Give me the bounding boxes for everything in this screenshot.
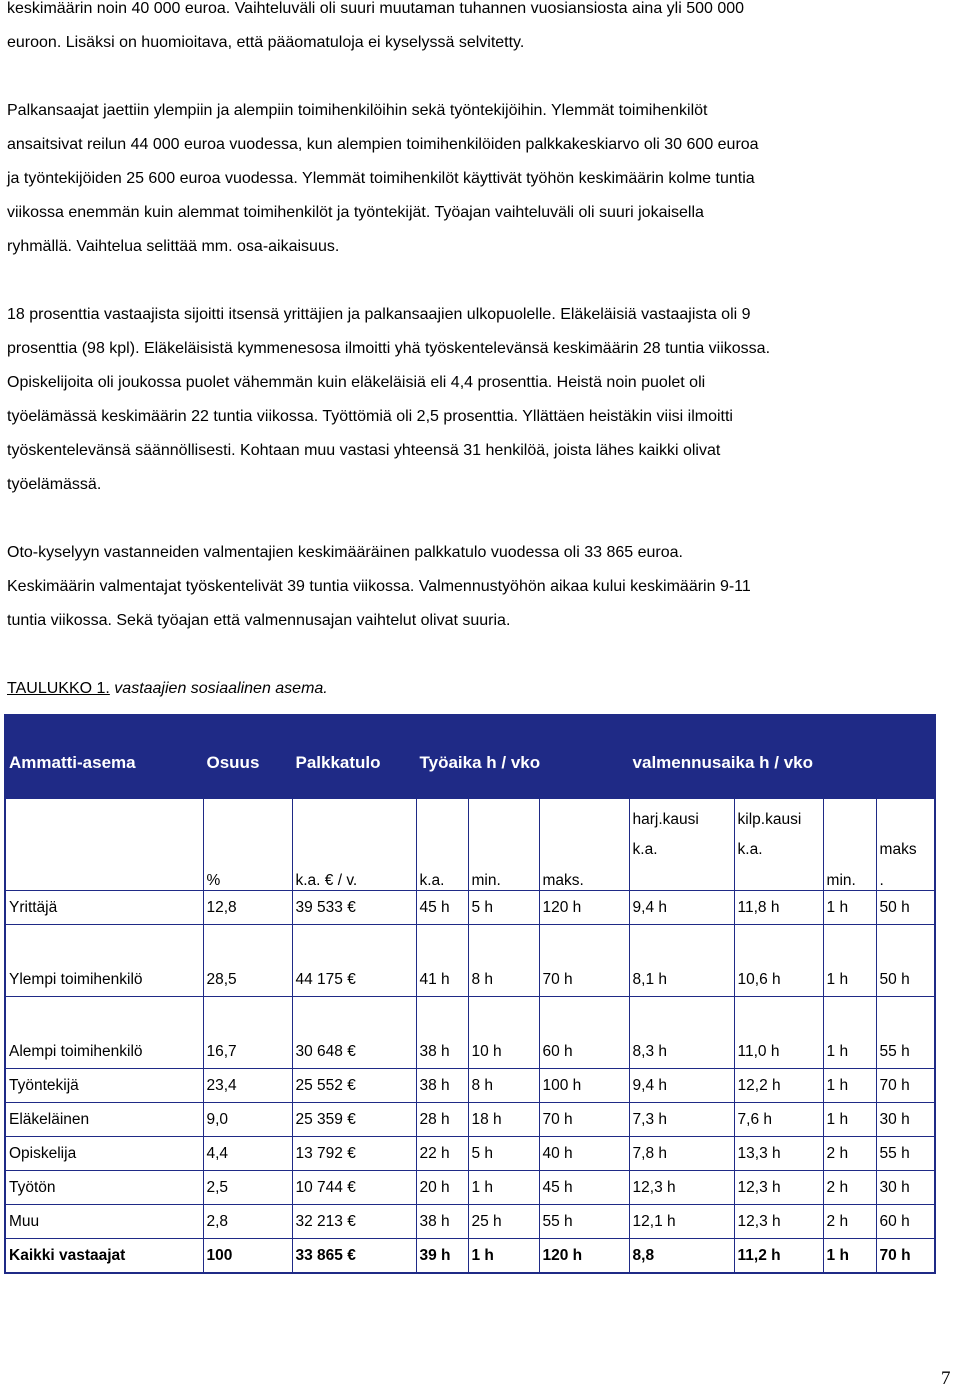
table-cell: %	[203, 859, 292, 891]
table-cell: 7,8 h	[629, 1137, 734, 1171]
table-cell: 38 h	[416, 997, 468, 1069]
table-cell: maks.	[539, 859, 629, 891]
header-ammatti-asema: Ammatti-asema	[5, 715, 203, 799]
table-cell: 2 h	[823, 1171, 876, 1205]
table-cell: 1 h	[823, 1239, 876, 1274]
table-cell: 8 h	[468, 925, 539, 997]
text-line: tuntia viikossa. Sekä työajan että valmennusajan vaihtelut olivat suuria.	[7, 612, 511, 629]
table-cell: 60 h	[539, 997, 629, 1069]
caption-text: vastaajien sosiaalinen asema.	[109, 680, 328, 697]
text-line: keskimäärin noin 40 000 euroa. Vaihteluväli oli suuri muutaman tuhannen vuosiansiosta aina yli 500 000	[7, 0, 745, 17]
table-cell: maks	[876, 829, 935, 859]
text-line: Palkansaajat jaettiin ylempiin ja alempiin toimihenkilöihin sekä työntekijöihin. Ylemmät toimihenkilöt	[7, 102, 708, 119]
table-cell: 28 h	[416, 1103, 468, 1137]
table-cell	[416, 799, 468, 830]
table-cell: 120 h	[539, 1239, 629, 1274]
table-cell: 8,8	[629, 1239, 734, 1274]
table-cell: 38 h	[416, 1205, 468, 1239]
paragraph-employees	[7, 94, 957, 264]
table-cell: 13 792 €	[292, 1137, 416, 1171]
table-cell: 120 h	[539, 891, 629, 925]
table-cell: 5 h	[468, 1137, 539, 1171]
table-caption	[7, 672, 328, 706]
table-cell: 100 h	[539, 1069, 629, 1103]
table-cell	[5, 799, 203, 830]
table-cell: 1 h	[823, 891, 876, 925]
table-cell: 25 552 €	[292, 1069, 416, 1103]
table-cell: 30 h	[876, 1171, 935, 1205]
table-cell: 25 359 €	[292, 1103, 416, 1137]
table-cell: 2 h	[823, 1137, 876, 1171]
text-line: euroon. Lisäksi on huomioitava, että pääomatuloja ei kyselyssä selvitetty.	[7, 34, 525, 51]
table-cell: Ylempi toimihenkilö	[5, 925, 203, 997]
table-cell: 70 h	[539, 925, 629, 997]
table-cell: 4,4	[203, 1137, 292, 1171]
paragraph-coaches	[7, 536, 957, 638]
table-cell	[292, 829, 416, 859]
table-cell: 30 h	[876, 1103, 935, 1137]
table-header-row	[5, 715, 935, 799]
table-cell: 12,1 h	[629, 1205, 734, 1239]
table-cell: 2 h	[823, 1205, 876, 1239]
table-cell: 20 h	[416, 1171, 468, 1205]
table-cell: k.a.	[629, 829, 734, 859]
table-row	[5, 1069, 935, 1103]
table-total-row	[5, 1239, 935, 1274]
table-cell: 11,0 h	[734, 997, 823, 1069]
table-cell: 1 h	[823, 925, 876, 997]
table-cell: 45 h	[416, 891, 468, 925]
text-line: Keskimäärin valmentajat työskentelivät 39 tuntia viikossa. Valmennustyöhön aikaa kului keskimäärin 9-11	[7, 578, 751, 595]
table-cell: 8,3 h	[629, 997, 734, 1069]
table-row	[5, 1171, 935, 1205]
page-number: 7	[941, 1368, 951, 1389]
table-cell: k.a. € / v.	[292, 859, 416, 891]
table-cell	[876, 799, 935, 830]
table-cell: 55 h	[876, 997, 935, 1069]
table-cell: 33 865 €	[292, 1239, 416, 1274]
text-line: 18 prosenttia vastaajista sijoitti itsensä yrittäjien ja palkansaajien ulkopuolelle. Eläkeläisiä vastaajista oli 9	[7, 306, 751, 323]
table-cell	[292, 799, 416, 830]
caption-label: TAULUKKO 1.	[7, 680, 110, 697]
table-cell: 12,8	[203, 891, 292, 925]
table-cell: 10 h	[468, 997, 539, 1069]
table-cell: 45 h	[539, 1171, 629, 1205]
table-cell: k.a.	[416, 859, 468, 891]
table-row	[5, 1103, 935, 1137]
table-cell: 44 175 €	[292, 925, 416, 997]
table-cell: 10 744 €	[292, 1171, 416, 1205]
table-cell: 22 h	[416, 1137, 468, 1171]
table-cell: 5 h	[468, 891, 539, 925]
table-cell: kilp.kausi	[734, 799, 823, 830]
table-cell: 70 h	[539, 1103, 629, 1137]
text-line: ryhmällä. Vaihtelua selittää mm. osa-aikaisuus.	[7, 238, 340, 255]
social-status-table	[4, 714, 936, 1274]
table-cell	[734, 859, 823, 891]
table-cell: 39 h	[416, 1239, 468, 1274]
table-cell: 13,3 h	[734, 1137, 823, 1171]
table-cell: 38 h	[416, 1069, 468, 1103]
table-row	[5, 997, 935, 1069]
text-line: työelämässä keskimäärin 22 tuntia viikossa. Työttömiä oli 2,5 prosenttia. Yllättäen heistäkin viisi ilmoitti	[7, 408, 733, 425]
table-cell: Alempi toimihenkilö	[5, 997, 203, 1069]
header-valmennusaika: valmennusaika h / vko	[629, 715, 935, 799]
text-line: prosenttia (98 kpl). Eläkeläisistä kymmenesosa ilmoitti yhä työskentelevänsä keskimäärin 28 tuntia viikossa.	[7, 340, 771, 357]
table-cell: 70 h	[876, 1239, 935, 1274]
text-line: viikossa enemmän kuin alemmat toimihenkilöt ja työntekijät. Työajan vaihteluväli oli suuri jokaisella	[7, 204, 704, 221]
table-cell: 12,2 h	[734, 1069, 823, 1103]
table-cell: 41 h	[416, 925, 468, 997]
table-cell: Opiskelija	[5, 1137, 203, 1171]
table-cell: .	[876, 859, 935, 891]
subheader-row	[5, 799, 935, 830]
table-cell	[203, 799, 292, 830]
subheader-row	[5, 829, 935, 859]
table-cell: Työtön	[5, 1171, 203, 1205]
table-cell	[203, 829, 292, 859]
table-row	[5, 925, 935, 997]
table-row	[5, 1205, 935, 1239]
table-cell	[468, 799, 539, 830]
table-cell: 18 h	[468, 1103, 539, 1137]
subheader-row	[5, 859, 935, 891]
table-cell: Yrittäjä	[5, 891, 203, 925]
table-cell: 2,5	[203, 1171, 292, 1205]
table-cell	[823, 799, 876, 830]
table-cell: 100	[203, 1239, 292, 1274]
header-palkkatulo: Palkkatulo	[292, 715, 416, 799]
table-cell: min.	[823, 859, 876, 891]
table-cell	[5, 859, 203, 891]
table-row	[5, 891, 935, 925]
table-cell: 28,5	[203, 925, 292, 997]
table-cell: 50 h	[876, 925, 935, 997]
table-cell: 39 533 €	[292, 891, 416, 925]
table-cell: harj.kausi	[629, 799, 734, 830]
text-line: Opiskelijoita oli joukossa puolet vähemmän kuin eläkeläisiä eli 4,4 prosenttia. Heistä noin puolet oli	[7, 374, 706, 391]
table-cell	[5, 829, 203, 859]
table-cell: 30 648 €	[292, 997, 416, 1069]
table-cell	[539, 799, 629, 830]
table-cell: 23,4	[203, 1069, 292, 1103]
table-cell: min.	[468, 859, 539, 891]
paragraph-others	[7, 298, 957, 502]
table-cell: 7,6 h	[734, 1103, 823, 1137]
table-cell: 12,3 h	[734, 1171, 823, 1205]
table-cell: 11,8 h	[734, 891, 823, 925]
table-cell: 16,7	[203, 997, 292, 1069]
header-osuus: Osuus	[203, 715, 292, 799]
table-cell: 70 h	[876, 1069, 935, 1103]
table-cell: 12,3 h	[734, 1205, 823, 1239]
paragraph-income-range	[7, 0, 957, 60]
table-cell	[629, 859, 734, 891]
table-cell: 9,0	[203, 1103, 292, 1137]
header-tyoaika: Työaika h / vko	[416, 715, 629, 799]
table-cell	[823, 829, 876, 859]
table-cell: 8,1 h	[629, 925, 734, 997]
table-cell: 40 h	[539, 1137, 629, 1171]
table-row	[5, 1137, 935, 1171]
table-cell: Kaikki vastaajat	[5, 1239, 203, 1274]
table-cell: 55 h	[539, 1205, 629, 1239]
table-cell: 32 213 €	[292, 1205, 416, 1239]
table-cell: 1 h	[468, 1171, 539, 1205]
table-cell	[416, 829, 468, 859]
table-cell: 8 h	[468, 1069, 539, 1103]
text-line: Oto-kyselyyn vastanneiden valmentajien keskimääräinen palkkatulo vuodessa oli 33 865 euroa.	[7, 544, 683, 561]
table-cell: Muu	[5, 1205, 203, 1239]
text-line: ja työntekijöiden 25 600 euroa vuodessa. Ylemmät toimihenkilöt käyttivät työhön keskimäärin kolme tuntia	[7, 170, 755, 187]
table-cell: 55 h	[876, 1137, 935, 1171]
table-cell: Työntekijä	[5, 1069, 203, 1103]
text-line: työskentelevänsä säännöllisesti. Kohtaan muu vastasi yhteensä 31 henkilöä, joista lähes kaikki olivat	[7, 442, 721, 459]
table-cell: 9,4 h	[629, 1069, 734, 1103]
table-cell: 1 h	[823, 1103, 876, 1137]
table-cell: 12,3 h	[629, 1171, 734, 1205]
table-cell: 1 h	[468, 1239, 539, 1274]
text-line: ansaitsivat reilun 44 000 euroa vuodessa, kun alempien toimihenkilöiden palkkakeskiarvo oli 30 600 euroa	[7, 136, 759, 153]
table-cell	[539, 829, 629, 859]
text-line: työelämässä.	[7, 476, 102, 493]
table-cell: 11,2 h	[734, 1239, 823, 1274]
table-cell: 10,6 h	[734, 925, 823, 997]
table-cell: 50 h	[876, 891, 935, 925]
table-cell: 2,8	[203, 1205, 292, 1239]
table-cell: 60 h	[876, 1205, 935, 1239]
table-cell	[468, 829, 539, 859]
table-cell: 25 h	[468, 1205, 539, 1239]
table-cell: k.a.	[734, 829, 823, 859]
table-cell: 7,3 h	[629, 1103, 734, 1137]
table-cell: 1 h	[823, 997, 876, 1069]
table-cell: 1 h	[823, 1069, 876, 1103]
table-cell: 9,4 h	[629, 891, 734, 925]
table-cell: Eläkeläinen	[5, 1103, 203, 1137]
